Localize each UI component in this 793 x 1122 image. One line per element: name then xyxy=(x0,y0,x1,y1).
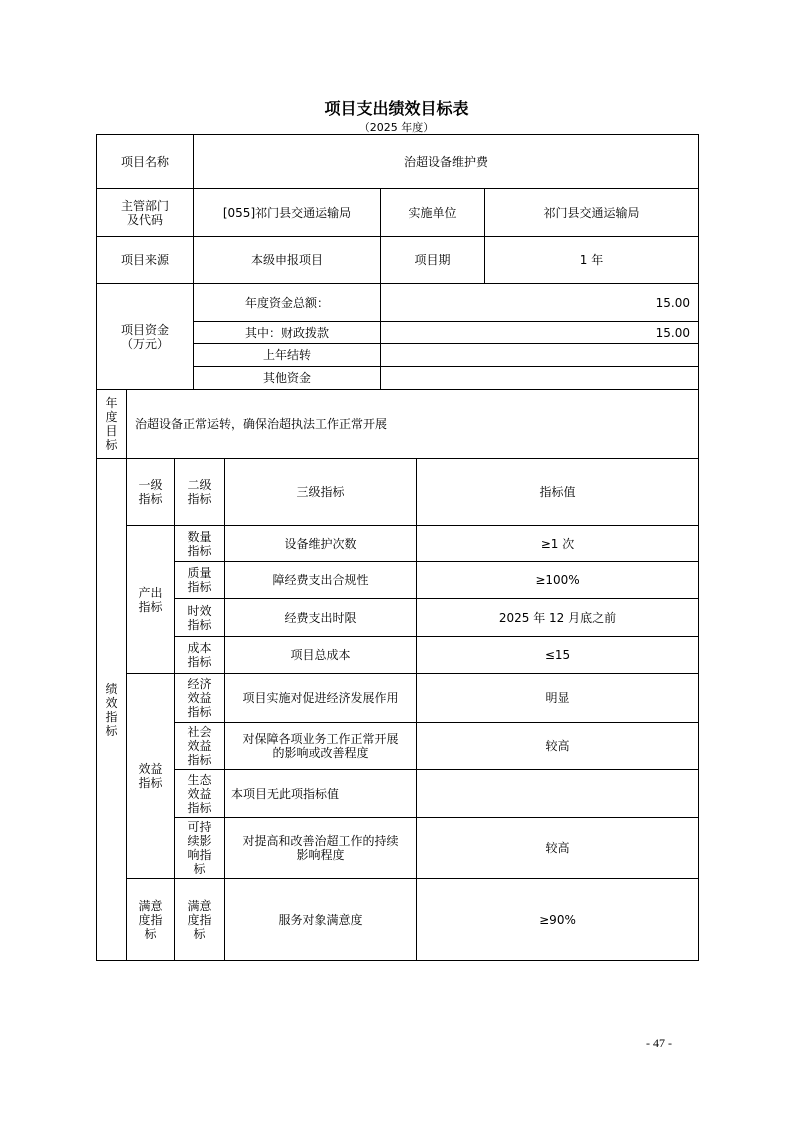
indicator-value xyxy=(416,769,699,818)
indicator-level3: 项目总成本 xyxy=(224,636,417,674)
indicator-level2: 质量 指标 xyxy=(174,561,225,599)
implementing-unit-value: 祁门县交通运输局 xyxy=(484,188,699,237)
fiscal-allocation-label: 其中：财政拨款 xyxy=(193,321,381,344)
indicator-level2: 经济 效益 指标 xyxy=(174,673,225,723)
project-name-value: 治超设备维护费 xyxy=(193,134,699,189)
indicator-value: ≥1 次 xyxy=(416,525,699,562)
project-period-value: 1 年 xyxy=(484,236,699,284)
indicator-level2: 成本 指标 xyxy=(174,636,225,674)
indicator-level3: 障经费支出合规性 xyxy=(224,561,417,599)
other-funds-value xyxy=(380,366,699,390)
indicator-level3: 项目实施对促进经济发展作用 xyxy=(224,673,417,723)
indicator-value: 明显 xyxy=(416,673,699,723)
carryover-label: 上年结转 xyxy=(193,343,381,367)
output-indicators-label: 产出 指标 xyxy=(126,525,175,674)
annual-goal-text: 治超设备正常运转，确保治超执法工作正常开展 xyxy=(126,389,699,459)
page-number: - 47 - xyxy=(646,1036,672,1050)
annual-goal-label: 年度目标 xyxy=(96,389,127,459)
other-funds-label: 其他资金 xyxy=(193,366,381,390)
indicator-level3: 对保障各项业务工作正常开展 的影响或改善程度 xyxy=(224,722,417,770)
header-indicator-value: 指标值 xyxy=(416,458,699,526)
department-value: [055]祁门县交通运输局 xyxy=(193,188,381,237)
indicator-level2: 社会 效益 指标 xyxy=(174,722,225,770)
indicator-value: 2025 年 12 月底之前 xyxy=(416,598,699,637)
indicator-value: 较高 xyxy=(416,722,699,770)
satisfaction-indicators-label: 满意 度指 标 xyxy=(126,878,175,961)
header-level1: 一级 指标 xyxy=(126,458,175,526)
indicator-level3: 对提高和改善治超工作的持续 影响程度 xyxy=(224,817,417,879)
project-funds-label: 项目资金 （万元） xyxy=(96,283,194,390)
indicator-level2: 时效 指标 xyxy=(174,598,225,637)
project-name-label: 项目名称 xyxy=(96,134,194,189)
indicator-level2: 数量 指标 xyxy=(174,525,225,562)
annual-total-value: 15.00 xyxy=(380,283,699,322)
fiscal-allocation-value: 15.00 xyxy=(380,321,699,344)
project-source-label: 项目来源 xyxy=(96,236,194,284)
project-period-label: 项目期 xyxy=(380,236,485,284)
annual-total-label: 年度资金总额： xyxy=(193,283,381,322)
indicator-level3: 设备维护次数 xyxy=(224,525,417,562)
indicator-level3: 服务对象满意度 xyxy=(224,878,417,961)
indicator-level3: 本项目无此项指标值 xyxy=(224,769,417,818)
indicator-value: 较高 xyxy=(416,817,699,879)
document-subtitle: （2025 年度） xyxy=(358,121,435,134)
indicator-level2: 生态 效益 指标 xyxy=(174,769,225,818)
header-level3: 三级指标 xyxy=(224,458,417,526)
indicator-level2: 可持 续影 响指 标 xyxy=(174,817,225,879)
header-level2: 二级 指标 xyxy=(174,458,225,526)
performance-indicators-label: 绩效指标 xyxy=(96,458,127,961)
implementing-unit-label: 实施单位 xyxy=(380,188,485,237)
carryover-value xyxy=(380,343,699,367)
project-source-value: 本级申报项目 xyxy=(193,236,381,284)
benefit-indicators-label: 效益 指标 xyxy=(126,673,175,879)
indicator-level3: 经费支出时限 xyxy=(224,598,417,637)
document-title: 项目支出绩效目标表 xyxy=(324,99,469,118)
indicator-value: ≥100% xyxy=(416,561,699,599)
indicator-level2: 满意 度指 标 xyxy=(174,878,225,961)
indicator-value: ≤15 xyxy=(416,636,699,674)
indicator-value: ≥90% xyxy=(416,878,699,961)
department-label: 主管部门 及代码 xyxy=(96,188,194,237)
